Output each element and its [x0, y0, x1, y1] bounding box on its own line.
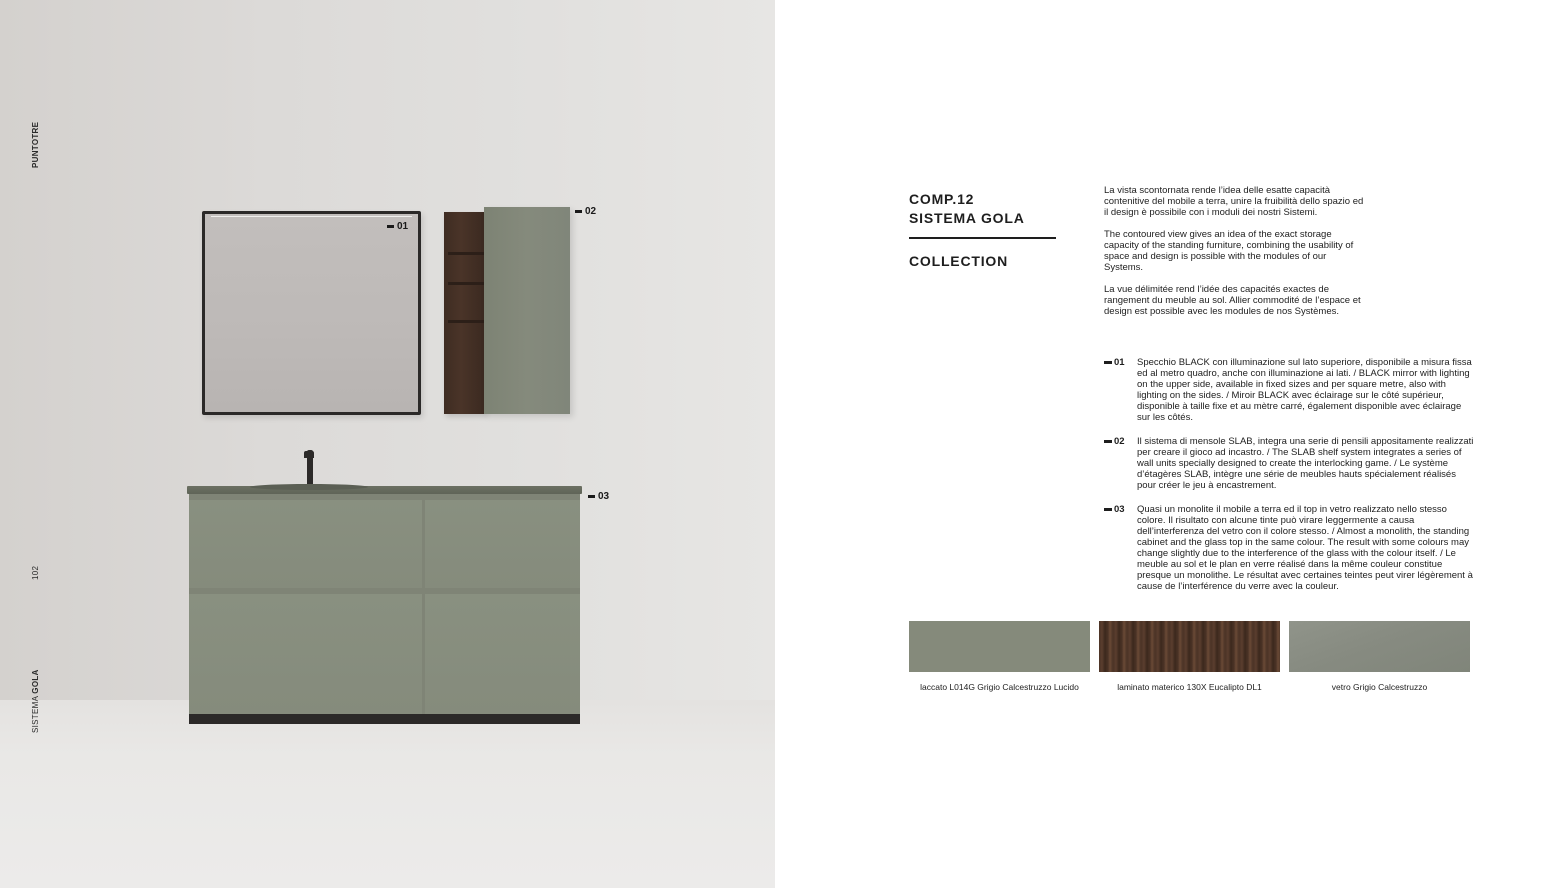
callout-dash — [387, 225, 394, 228]
page-number: 102 — [31, 565, 40, 580]
item-text: Quasi un monolite il mobile a terra ed il top in vetro realizzato nello stesso colore. Il risultato con alcune tinte può virare leggermente a causa dell’interferenza del vetro con il colore stesso. / Almost a monolith, the standing cabinet and the glass top in the same colour. The result with some colours may change slightly due to the interference of the glass with the colour itself. / Le meuble au sol et le plan en verre réalisé dans la même couleur constitue presque un monolithe. Le résultat avec certaines teintes peut virer légèrement à cause de l’interférence du verre avec la couleur. — [1137, 504, 1473, 592]
callout-label: 01 — [397, 221, 409, 232]
callout-03 — [588, 491, 609, 502]
glass-top — [187, 486, 582, 494]
collection-heading: COLLECTION — [909, 253, 1008, 269]
shelf-divider — [448, 252, 486, 255]
faucet-spout — [304, 451, 314, 458]
title-line-2: SISTEMA GOLA — [909, 210, 1025, 226]
base-cabinet — [189, 494, 580, 714]
wood-shelf — [444, 212, 486, 414]
item-number — [1104, 504, 1125, 515]
swatch-lacquer — [909, 621, 1090, 672]
intro-text — [1104, 185, 1364, 328]
item-number-label: 02 — [1114, 436, 1125, 447]
item-03 — [1104, 504, 1474, 592]
item-01 — [1104, 357, 1474, 423]
title-divider — [909, 237, 1056, 239]
item-dash — [1104, 361, 1112, 364]
floor — [0, 700, 775, 888]
callout-label: 02 — [585, 206, 597, 217]
mirror-light — [211, 216, 412, 217]
section-prefix: SISTEMA — [31, 696, 40, 733]
intro-fr: La vue délimitée rend l’idée des capacités exactes de rangement du meuble au sol. Allier commodité de l’espace et design est possible avec les modules de nos Systèmes. — [1104, 284, 1361, 317]
drawer-top-left — [189, 500, 422, 588]
item-number-label: 01 — [1114, 357, 1125, 368]
shelf-divider — [448, 282, 486, 285]
swatch-label: vetro Grigio Calcestruzzo — [1331, 682, 1428, 692]
basin — [250, 484, 368, 490]
section-label — [31, 669, 40, 733]
drawer-bottom-right — [425, 594, 580, 714]
swatch-label: laccato L014G Grigio Calcestruzzo Lucido — [920, 682, 1079, 692]
item-dash — [1104, 508, 1112, 511]
callout-dash — [575, 210, 582, 213]
drawer-bottom-left — [189, 594, 422, 714]
drawer-top-right — [425, 500, 580, 588]
swatch-glass — [1289, 621, 1470, 672]
callout-dash — [588, 495, 595, 498]
intro-en: The contoured view gives an idea of the exact storage capacity of the standing furniture, combining the usability of space and design is possible with the modules of our Systems. — [1104, 229, 1354, 273]
swatch-eucalyptus — [1099, 621, 1280, 672]
intro-it: La vista scontornata rende l’idea delle esatte capacità contenitive del mobile a terra, unire la fruibilità dello spazio ed il design è possibile con i moduli dei nostri Sistemi. — [1104, 185, 1364, 218]
item-number — [1104, 357, 1125, 368]
page-title — [909, 190, 1025, 228]
callout-01 — [387, 221, 408, 232]
shelf-divider — [448, 320, 486, 323]
item-dash — [1104, 440, 1112, 443]
section-bold: GOLA — [31, 669, 40, 694]
callout-02 — [575, 206, 596, 217]
item-02 — [1104, 436, 1474, 491]
brand-label: PUNTOTRE — [31, 121, 40, 168]
item-number — [1104, 436, 1125, 447]
title-line-1: COMP.12 — [909, 191, 975, 207]
swatch-label: laminato materico 130X Eucalipto DL1 — [1117, 682, 1262, 692]
mirror — [202, 211, 421, 415]
item-number-label: 03 — [1114, 504, 1125, 515]
item-text: Specchio BLACK con illuminazione sul lato superiore, disponibile a misura fissa ed al metro quadro, anche con illuminazione ai lati. / BLACK mirror with lighting on the upper side, available in fixed sizes and per square metre, also with lighting on the sides. / Miroir BLACK avec éclairage sur le côté supérieur, disponible à taille fixe et au mètre carré, également disponible avec éclairage sur les côtés. — [1137, 357, 1472, 423]
plinth — [189, 714, 580, 724]
callout-label: 03 — [598, 491, 610, 502]
wall-cabinet — [484, 207, 570, 414]
item-text: Il sistema di mensole SLAB, integra una serie di pensili appositamente realizzati per creare il gioco ad incastro. / The SLAB shelf system integrates a series of wall units specially designed to create the interlocking game. / Le système d’étagères SLAB, intègre une série de meubles hauts spécialement réalisés pour créer le jeu à encastrement. — [1137, 436, 1474, 491]
